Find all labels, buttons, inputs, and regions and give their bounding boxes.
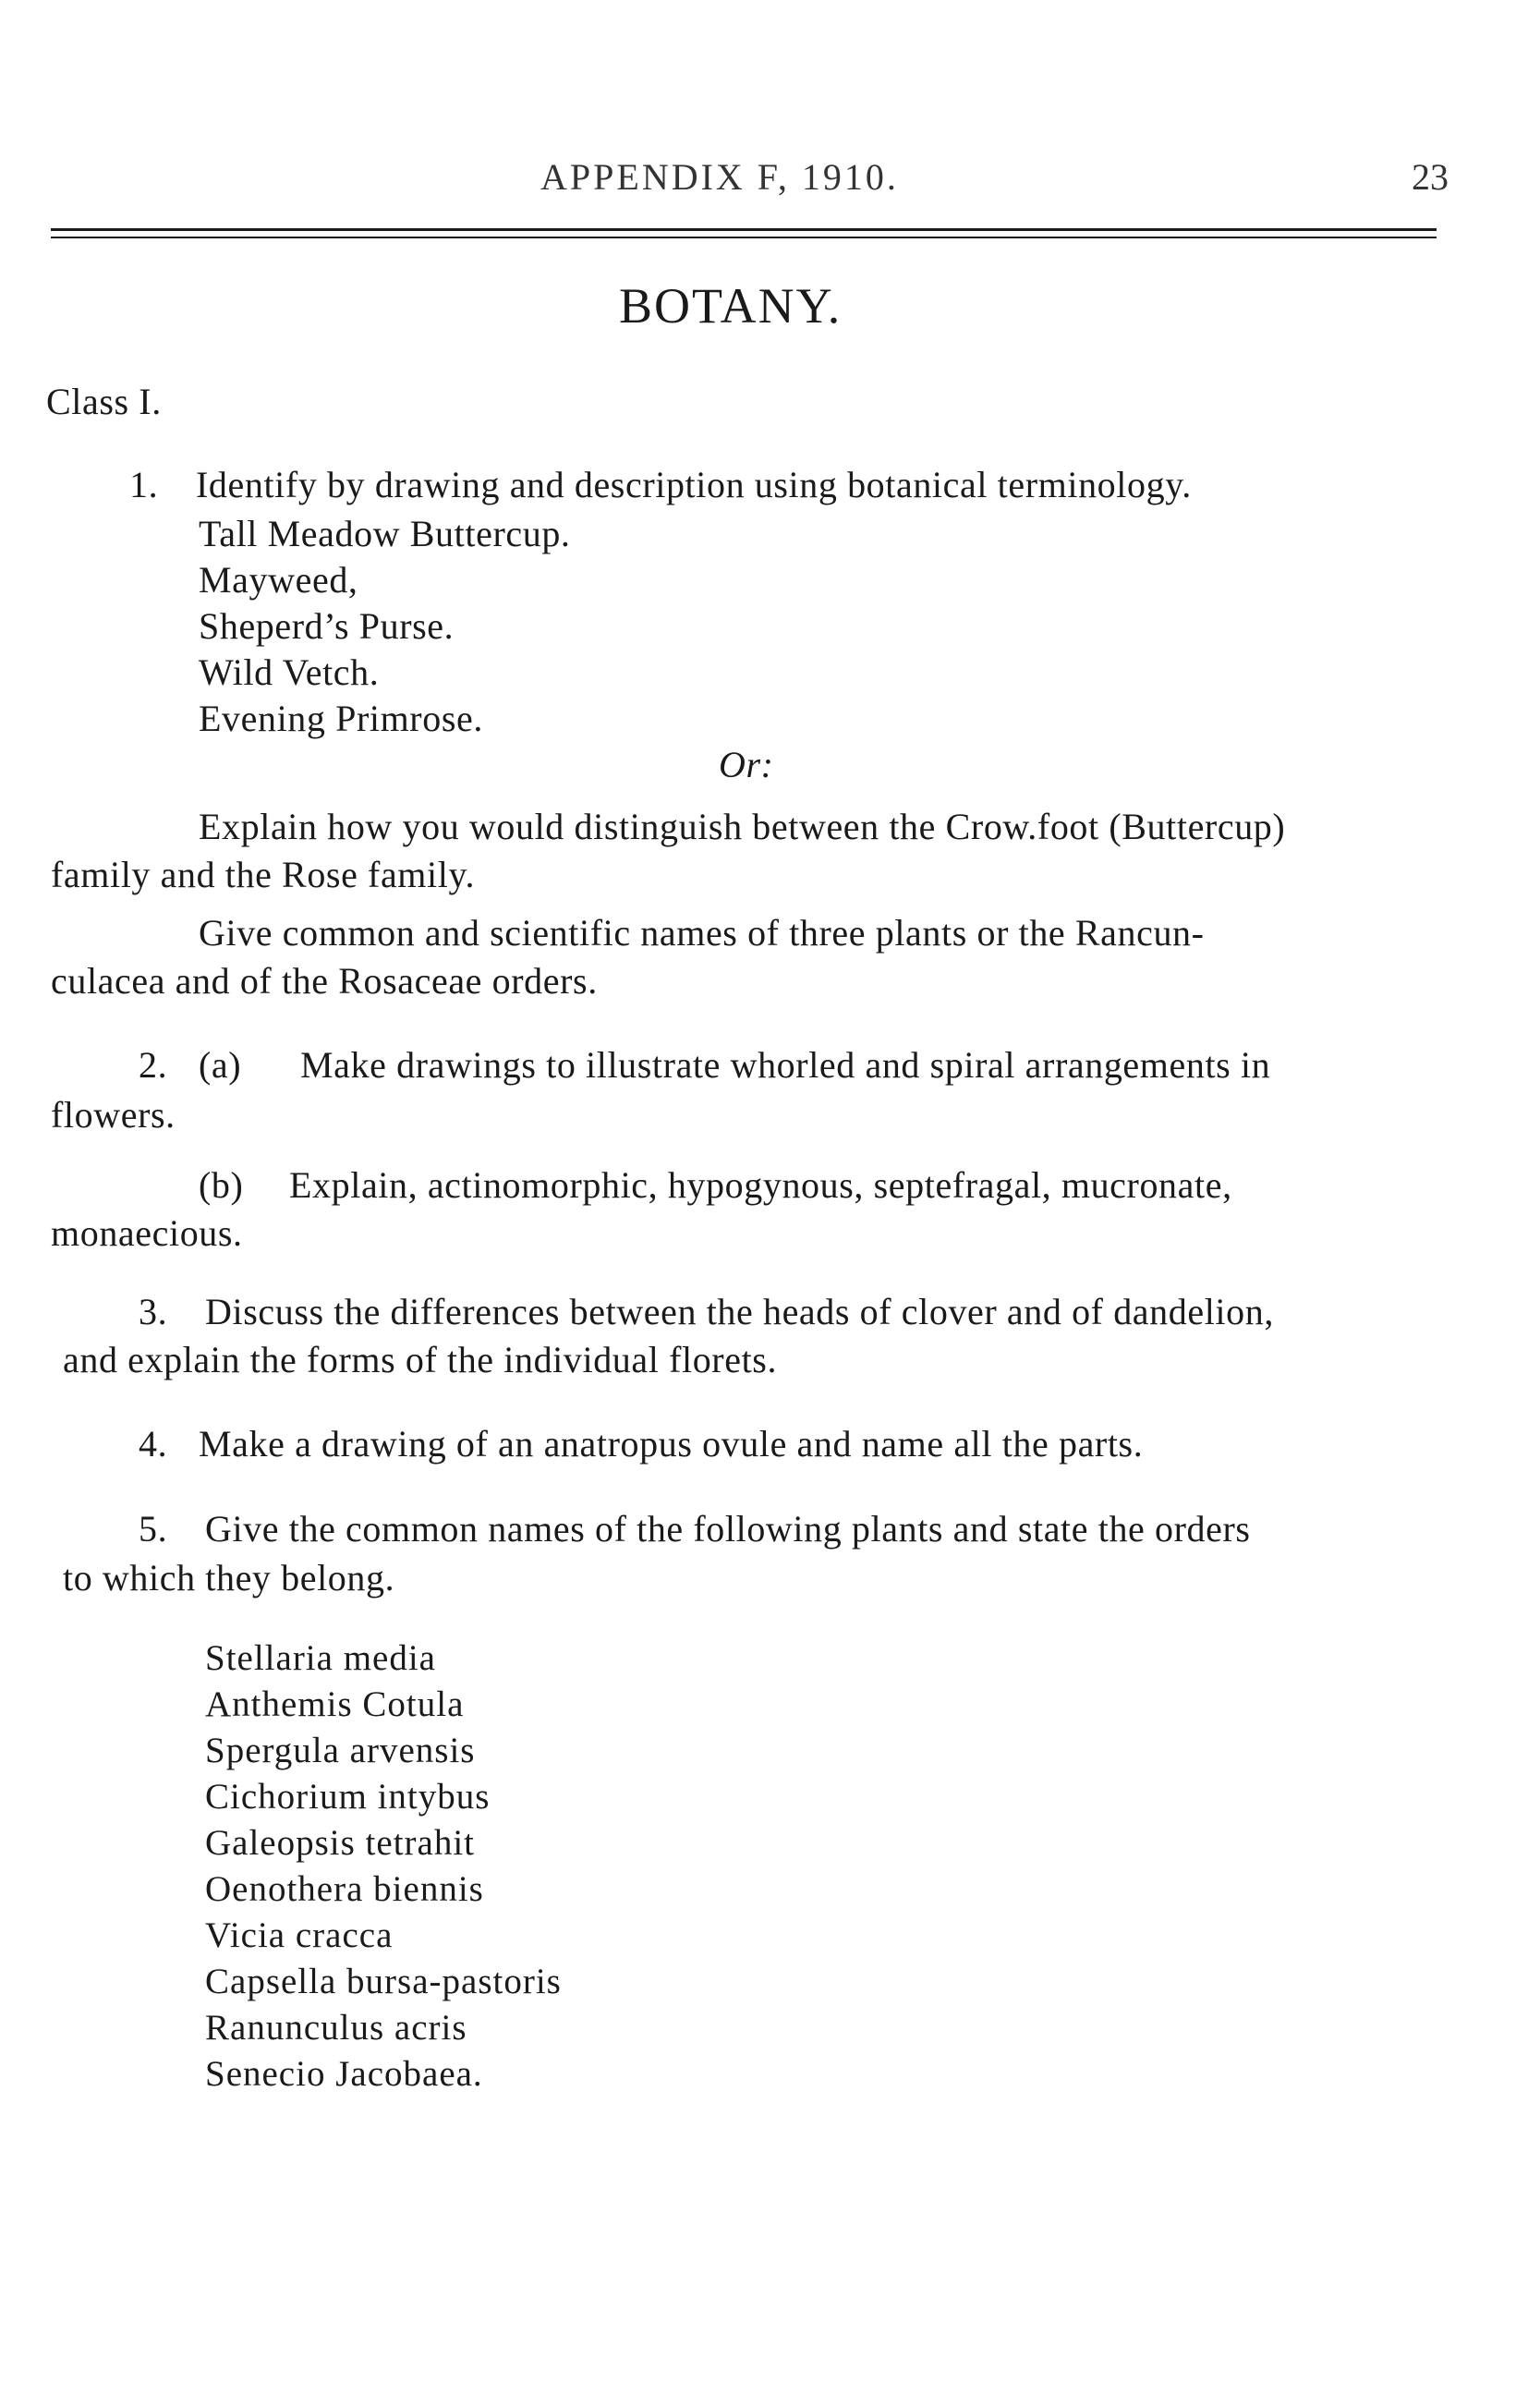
- q2-b-label: (b): [199, 1164, 244, 1206]
- q1-plant-item: Tall Meadow Buttercup.: [199, 513, 571, 554]
- species-item: Oenothera biennis: [205, 1869, 484, 1909]
- q1-number: 1.: [129, 464, 159, 505]
- species-item: Spergula arvensis: [205, 1731, 476, 1770]
- q1-plant-item: Sheperd’s Purse.: [199, 605, 455, 647]
- q1-plant-item: Mayweed,: [199, 559, 358, 601]
- page-title: BOTANY.: [619, 278, 843, 334]
- q1-alt2-line1: Give common and scientific names of three plants or the Rancun-: [199, 912, 1205, 954]
- q1-plant-item: Evening Primrose.: [199, 698, 483, 739]
- header-rule-bottom: [51, 237, 1437, 238]
- q2-a-line1: Make drawings to illustrate whorled and spiral arrangements in: [300, 1044, 1271, 1086]
- q1-plant-item: Wild Vetch.: [199, 651, 380, 693]
- species-item: Capsella bursa-pastoris: [205, 1962, 562, 2001]
- species-item: Galeopsis tetrahit: [205, 1823, 476, 1863]
- species-item: Senecio Jacobaea.: [205, 2054, 483, 2094]
- q4-number: 4.: [139, 1423, 168, 1465]
- q1-text: Identify by drawing and description using botanical terminology.: [196, 464, 1192, 505]
- q5-line1: Give the common names of the following plants and state the orders: [205, 1508, 1251, 1550]
- q2-number: 2.: [139, 1044, 168, 1086]
- running-head: APPENDIX F, 1910.: [540, 156, 899, 198]
- species-item: Vicia cracca: [205, 1915, 394, 1955]
- q1-or-label: Or:: [719, 744, 774, 785]
- species-item: Ranunculus acris: [205, 2008, 467, 2048]
- species-item: Stellaria media: [205, 1638, 436, 1678]
- class-label: Class I.: [46, 381, 162, 422]
- q2-a-label: (a): [199, 1044, 242, 1086]
- page-number: 23: [1412, 156, 1449, 198]
- q2-b-line1: Explain, actinomorphic, hypogynous, septefragal, mucronate,: [289, 1164, 1232, 1206]
- q2-b-line2: monaecious.: [51, 1212, 243, 1254]
- q4-line1: Make a drawing of an anatropus ovule and name all the parts.: [199, 1423, 1144, 1465]
- q5-line2: to which they belong.: [63, 1557, 395, 1599]
- q3-line2: and explain the forms of the individual florets.: [63, 1339, 778, 1380]
- species-item: Anthemis Cotula: [205, 1684, 465, 1724]
- q1-alt1-line2: family and the Rose family.: [51, 854, 476, 895]
- header-rule-top: [51, 228, 1437, 231]
- species-item: Cichorium intybus: [205, 1777, 491, 1817]
- q1-alt2-line2: culacea and of the Rosaceae orders.: [51, 960, 598, 1002]
- q5-number: 5.: [139, 1508, 168, 1550]
- q3-number: 3.: [139, 1291, 168, 1332]
- q1-alt1-line1: Explain how you would distinguish between the Crow.foot (Buttercup): [199, 806, 1286, 847]
- q3-line1: Discuss the differences between the heads of clover and of dandelion,: [205, 1291, 1274, 1332]
- q2-a-line2: flowers.: [51, 1094, 176, 1136]
